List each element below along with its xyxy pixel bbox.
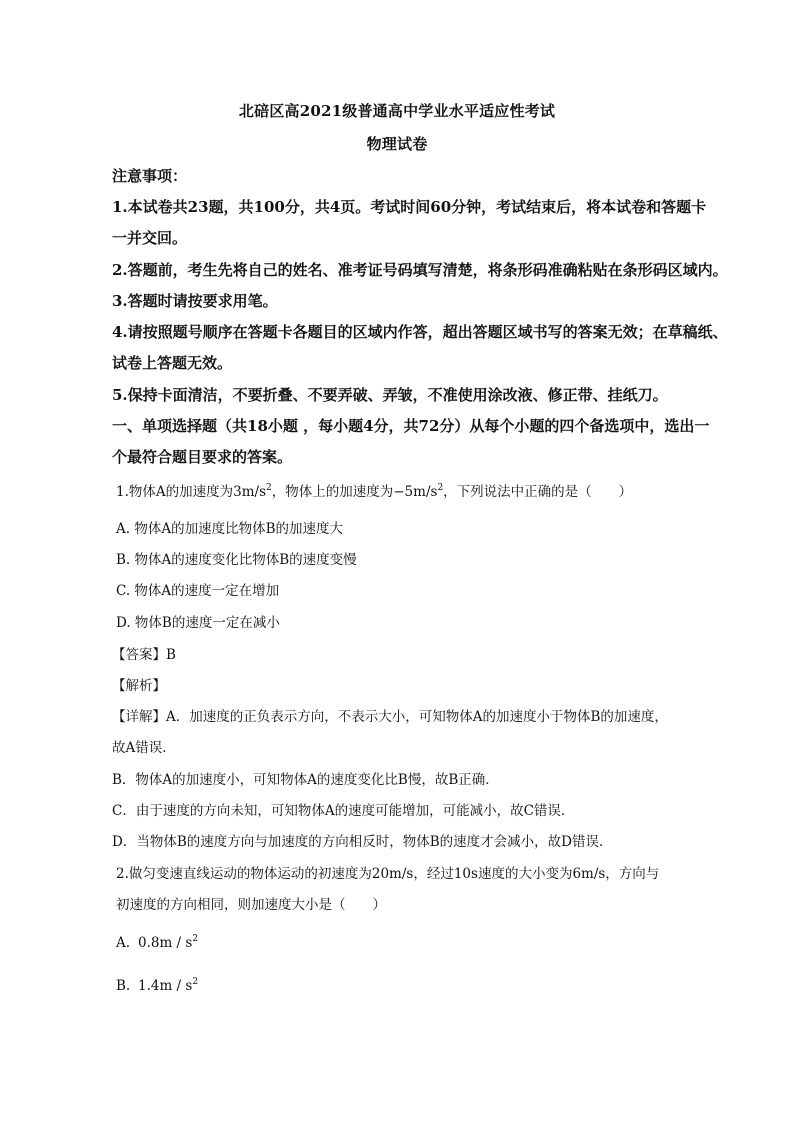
note-item-1: 1.本试卷共23题，共100分，共4页。考试时间60分钟，考试结束后，将本试卷和答题卡: [112, 198, 707, 216]
question-2-stem: 2.做匀变速直线运动的物体运动的初速度为20m/s，经过10s速度的大小变为6m/s，方向与: [116, 866, 660, 882]
q1-exp-1: 2: [266, 483, 272, 493]
q1-analysis-label: 【解析】: [112, 678, 166, 694]
q1-stem-suffix: ，下列说法中正确的是（ ）: [443, 484, 633, 500]
note-item-2: 2.答题前，考生先将自己的姓名、准考证号码填写清楚，将条形码准确粘贴在条形码区域内。: [112, 261, 728, 279]
q1-option-c: C. 物体A的速度一定在增加: [116, 583, 280, 599]
note-item-3: 3.答题时请按要求用笔。: [112, 292, 278, 310]
q2-option-b-exp: 2: [192, 977, 199, 987]
q2-option-b-value: 1.4m / s: [138, 978, 193, 994]
note-item-4-cont: 试卷上答题无效。: [112, 354, 233, 372]
q2-option-a-label: A.: [116, 935, 131, 951]
q1-detail-3: C．由于速度的方向未知，可知物体A的速度可能增加，可能减小，故C错误．: [112, 803, 575, 819]
note-item-1-cont: 一并交回。: [112, 229, 188, 247]
question-2-stem-cont: 初速度的方向相同，则加速度大小是（ ）: [116, 897, 386, 913]
q1-option-a: A. 物体A的加速度比物体B的加速度大: [116, 521, 344, 537]
q1-detail-1: 【详解】A．加速度的正负表示方向，不表示大小，可知物体A的加速度小于物体B的加速度，: [112, 709, 668, 725]
exam-subtitle: 物理试卷: [366, 135, 428, 153]
exam-title: 北碚区高2021级普通高中学业水平适应性考试: [238, 102, 556, 120]
section-heading-cont: 个最符合题目要求的答案。: [112, 448, 293, 466]
notes-heading: 注意事项：: [112, 167, 188, 185]
q2-option-a-value: 0.8m / s: [138, 935, 193, 951]
q1-detail-4: D．当物体B的速度方向与加速度的方向相反时，物体B的速度才会减小，故D错误．: [112, 834, 613, 850]
q1-option-d: D. 物体B的速度一定在减小: [116, 615, 280, 631]
q2-option-b: [116, 977, 198, 995]
section-heading: 一、单项选择题（共18小题 ，每小题4分，共72分）从每个小题的四个备选项中，选出一: [112, 417, 710, 435]
q1-answer: 【答案】B: [112, 647, 176, 663]
q1-accel-b: −5m/s: [393, 484, 438, 500]
q2-option-a-exp: 2: [192, 934, 199, 944]
note-item-5: 5.保持卡面清洁，不要折叠、不要弄破、弄皱，不准使用涂改液、修正带、挂纸刀。: [112, 386, 668, 404]
question-1-stem: [116, 483, 632, 501]
q1-detail-1-cont: 故A错误．: [112, 740, 176, 756]
q2-option-b-label: B.: [116, 978, 131, 994]
q1-option-b: B. 物体A的速度变化比物体B的速度变慢: [116, 552, 357, 568]
q1-accel-a: 3m/s: [233, 484, 267, 500]
q1-detail-2: B．物体A的加速度小，可知物体A的速度变化比B慢，故B正确．: [112, 772, 499, 788]
q1-exp-2: 2: [437, 483, 444, 493]
q1-stem-mid: ，物体上的加速度为: [271, 484, 394, 500]
note-item-4: 4.请按照题号顺序在答题卡各题目的区域内作答，超出答题区域书写的答案无效；在草稿纸、: [112, 323, 728, 341]
q1-stem-prefix: 1.物体A的加速度为: [116, 484, 234, 500]
q2-option-a: [116, 934, 198, 952]
